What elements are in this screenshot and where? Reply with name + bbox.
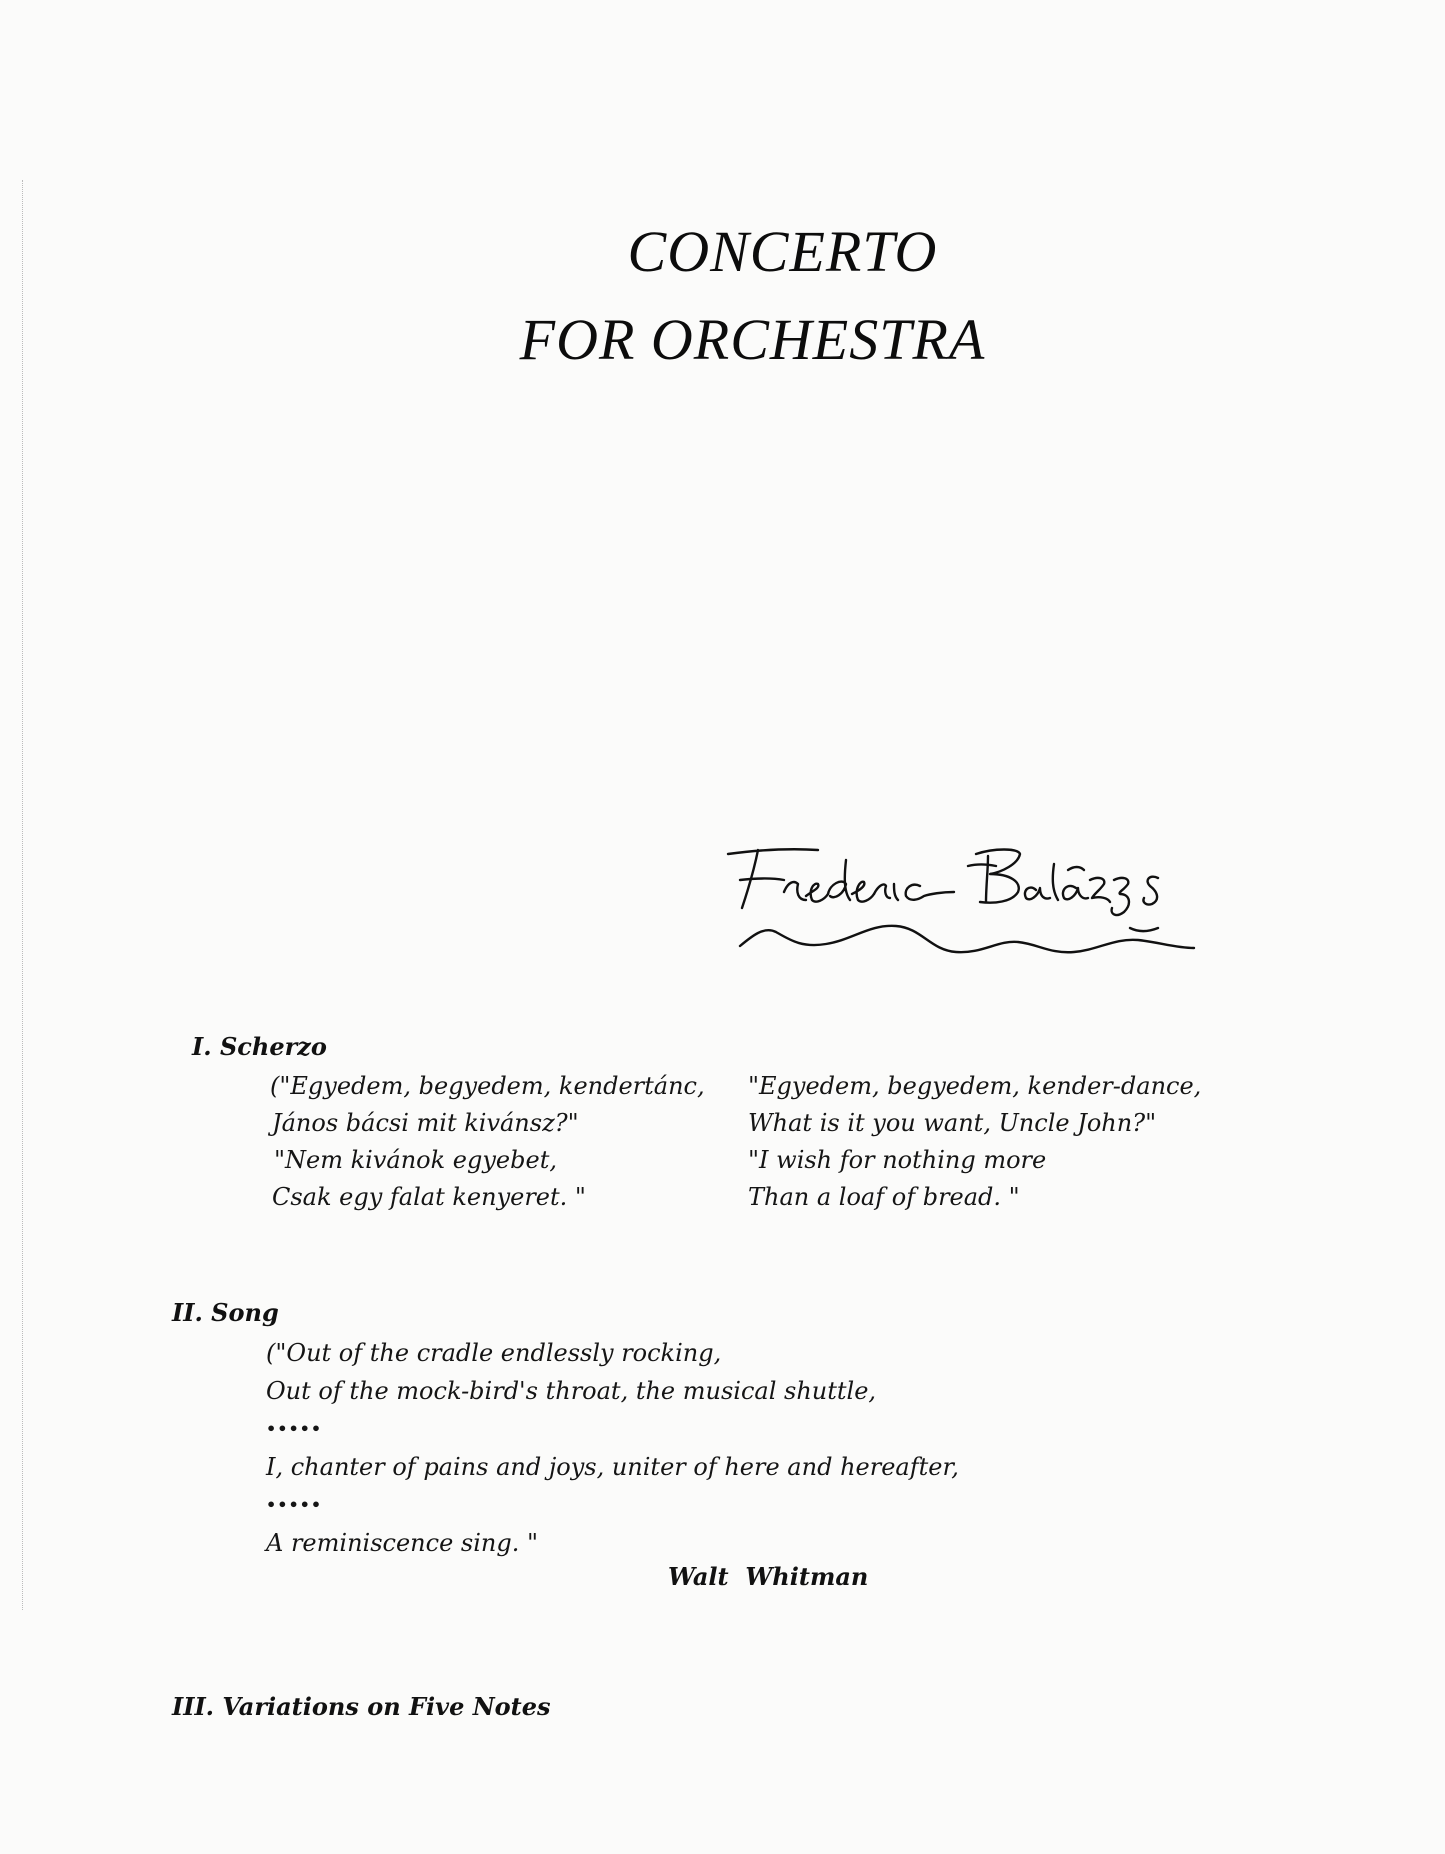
poem-attribution: Walt Whitman: [668, 1562, 869, 1591]
verse-line: A reminiscence sing. ": [266, 1529, 539, 1557]
verse-line: Csak egy falat kenyeret. ": [272, 1183, 586, 1211]
composer-signature: [718, 820, 1228, 960]
verse-line: ("Egyedem, begyedem, kendertánc,: [270, 1072, 705, 1100]
verse-line: ("Out of the cradle endlessly rocking,: [266, 1339, 722, 1367]
verse-line: "Nem kivánok egyebet,: [274, 1146, 557, 1174]
movement-1-english-verse: [748, 1068, 1201, 1216]
binding-holes: [22, 180, 37, 1610]
ellipsis-dots: •••••: [266, 1495, 323, 1514]
movement-1-heading: I. Scherzo: [192, 1032, 327, 1061]
verse-line: Out of the mock-bird's throat, the musical shuttle,: [266, 1377, 877, 1405]
page-title-line-2: FOR ORCHESTRA: [519, 307, 986, 372]
ellipsis-dots: •••••: [266, 1419, 323, 1438]
verse-line: "I wish for nothing more: [748, 1146, 1047, 1174]
verse-line: "Egyedem, begyedem, kender-dance,: [748, 1072, 1202, 1100]
verse-line: Than a loaf of bread. ": [748, 1183, 1020, 1211]
verse-line: What is it you want, Uncle John?": [748, 1109, 1157, 1137]
movement-1-hungarian-verse: [270, 1068, 705, 1216]
movement-2-heading: II. Song: [172, 1298, 279, 1327]
page-title-line-1: CONCERTO: [627, 219, 938, 284]
verse-line: I, chanter of pains and joys, uniter of here and hereafter,: [266, 1453, 959, 1481]
verse-line: János bácsi mit kivánsz?": [272, 1109, 579, 1137]
movement-3-heading: III. Variations on Five Notes: [172, 1692, 551, 1721]
movement-2-verse: [266, 1334, 959, 1562]
